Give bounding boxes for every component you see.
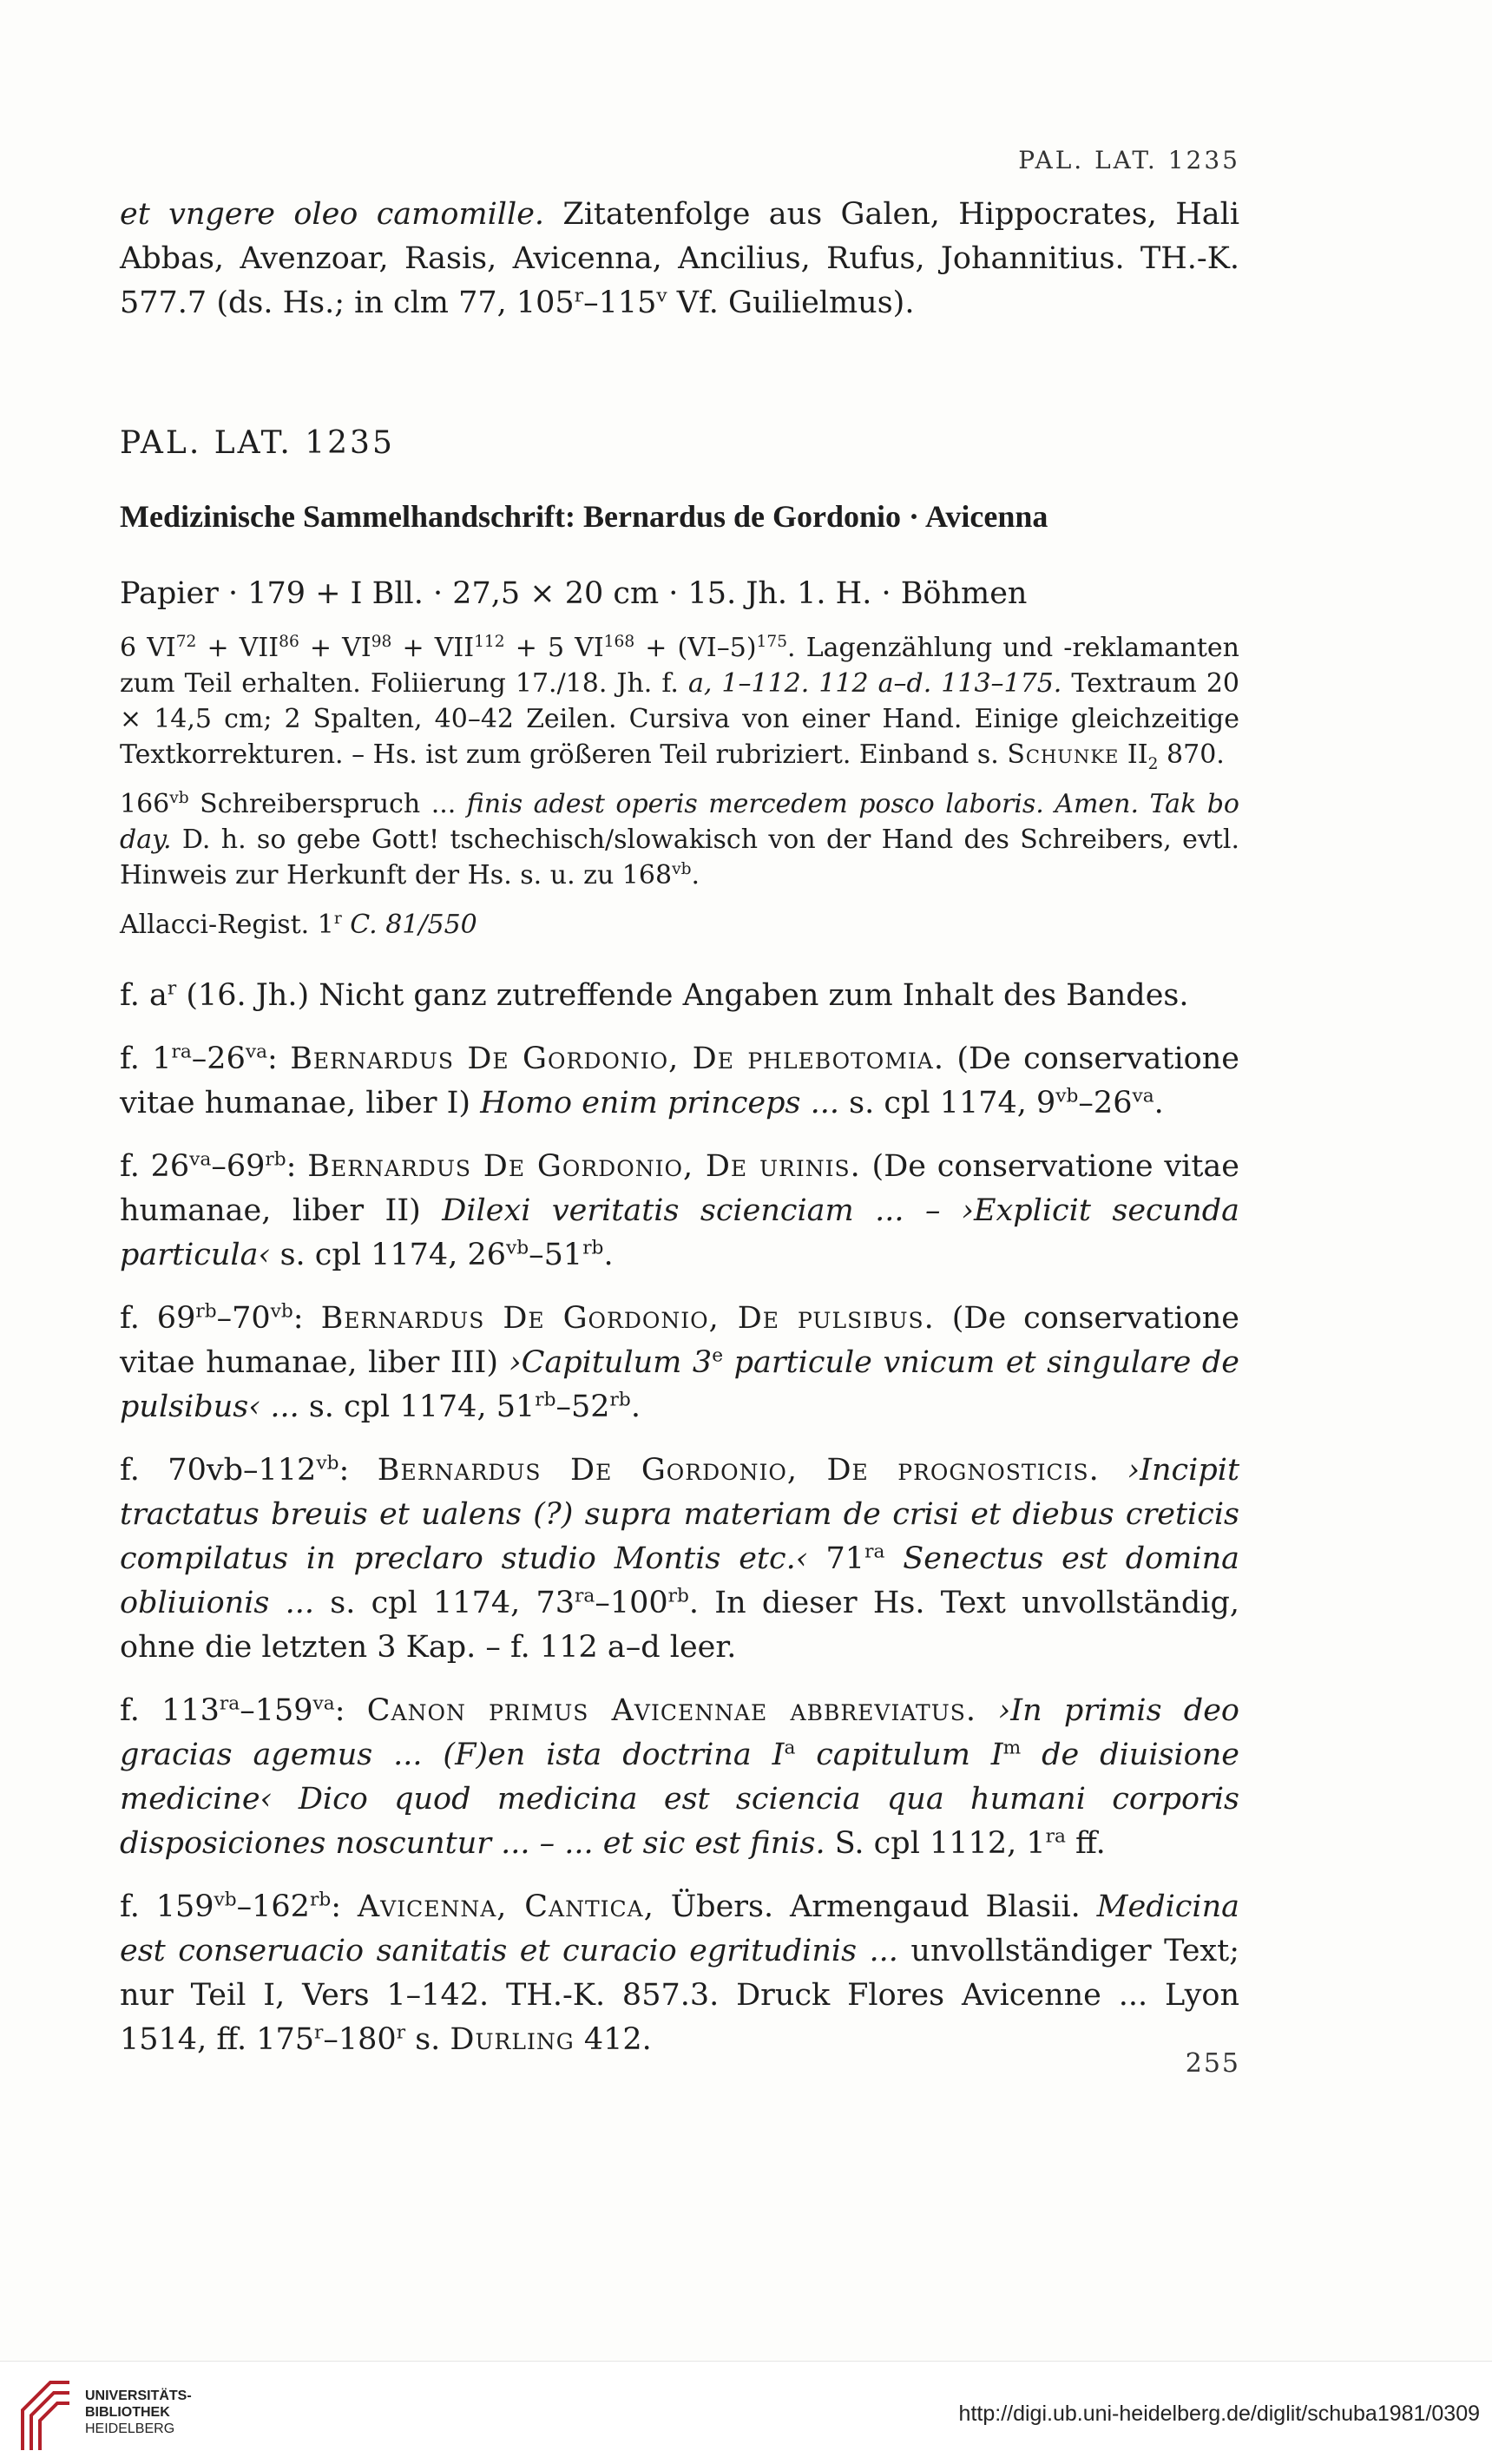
entry-text: –51 bbox=[529, 1238, 583, 1272]
entry-2 bbox=[120, 1037, 1239, 1126]
intro-sup-r: r bbox=[574, 285, 584, 307]
permalink-url[interactable]: http://digi.ub.uni-heidelberg.de/diglit/schuba1981/0309 bbox=[958, 2402, 1480, 2426]
entry-sup: va bbox=[312, 1692, 335, 1715]
entry-text: 412. bbox=[574, 2022, 652, 2057]
entry-text: unvollständiger Text; nur Teil I, Vers 1–142. TH.-K. 857.3. Druck Flores Avicenne ... Lyon 1514, ff. 175 bbox=[120, 1934, 1240, 2057]
collation-sup: 112 bbox=[474, 633, 505, 651]
entry-text: (De conservatione vitae humanae, liber I) bbox=[120, 1041, 1239, 1120]
scribe-quote: finis adest operis mercedem posco laboris. Amen. Tak bo day. bbox=[120, 789, 1239, 855]
collation-text: Textraum 20 × 14,5 cm; 2 Spalten, 40–42 Zeilen. Cursiva von einer Hand. Einige gleichzeitige Textkorrekturen. – Hs. ist zum größeren Teil rubriziert. Einband s. bbox=[120, 668, 1240, 770]
collation-text: + VI bbox=[299, 633, 371, 663]
entry-text: f. 113 bbox=[120, 1693, 220, 1728]
allacci-text: Allacci-Regist. 1 bbox=[120, 910, 334, 940]
entry-text: –180 bbox=[323, 2022, 397, 2057]
entry-work-title: Avicenna, Cantica, bbox=[357, 1889, 654, 1924]
entry-text: f. 1 bbox=[120, 1041, 172, 1076]
logo-line: BIBLIOTHEK bbox=[85, 2405, 170, 2420]
foliation-italic: a, 1–112. 112 a–d. 113–175. bbox=[678, 668, 1062, 699]
entry-sup: e bbox=[712, 1344, 724, 1367]
entry-text: : bbox=[334, 1693, 367, 1728]
entry-sup: rb bbox=[667, 1585, 689, 1607]
entry-sup: va bbox=[245, 1041, 268, 1063]
entry-text: ff. bbox=[1065, 1826, 1106, 1861]
entry-text: : bbox=[292, 1301, 321, 1336]
physical-description: Papier · 179 + I Bll. · 27,5 × 20 cm · 15. Jh. 1. H. · Böhmen bbox=[120, 576, 1028, 611]
entry-text: f. a bbox=[120, 978, 168, 1013]
entry-text: . bbox=[630, 1390, 641, 1424]
entry-text: s. cpl 1174, 26 bbox=[270, 1238, 506, 1272]
logo-line: UNIVERSITÄTS- bbox=[85, 2388, 192, 2403]
collation-paragraph bbox=[120, 630, 1239, 772]
entry-text: : bbox=[267, 1041, 291, 1076]
allacci-paragraph bbox=[120, 907, 1239, 943]
entry-text: s. cpl 1174, 51 bbox=[299, 1390, 536, 1424]
author-smallcaps: Schunke bbox=[1007, 739, 1120, 770]
entry-work-title: Bernardus De Gordonio, De prognosticis. bbox=[377, 1453, 1100, 1488]
entry-3 bbox=[120, 1145, 1239, 1278]
entry-text: f. 159 bbox=[120, 1889, 214, 1924]
entry-text: s. bbox=[405, 2022, 450, 2057]
entry-incipit: Medicina est conseruacio sanitatis et curacio egritudinis ... bbox=[120, 1889, 1239, 1968]
entry-work-title: Bernardus De Gordonio, De pulsibus. bbox=[320, 1301, 935, 1336]
collation-text: . Lagenzählung und -reklamanten zum Teil erhalten. Foliierung 17./18. Jh. f. bbox=[120, 633, 1239, 699]
entry-text: S. cpl 1112, 1 bbox=[825, 1826, 1046, 1861]
entry-text: s. cpl 1174, 9 bbox=[839, 1086, 1056, 1120]
intro-range: –115 bbox=[583, 286, 657, 320]
entry-text: –162 bbox=[236, 1889, 310, 1924]
entry-incipit: ›Incipit tractatus breuis et ualens (?) supra materiam de crisi et diebus creticis compilatus in preclaro studio Montis etc.‹ bbox=[120, 1453, 1240, 1576]
entry-sup: vb bbox=[316, 1452, 339, 1475]
entry-sup: vb bbox=[214, 1889, 237, 1911]
collation-sup: 175 bbox=[756, 633, 788, 651]
entry-incipit: Senectus est domina obliuionis ... bbox=[120, 1541, 1239, 1620]
running-head: PAL. LAT. 1235 bbox=[1018, 146, 1240, 174]
library-logo-icon bbox=[16, 2375, 73, 2454]
entry-sup: vb bbox=[506, 1237, 529, 1259]
collation-sup: 86 bbox=[279, 633, 299, 651]
entry-sup: m bbox=[1002, 1737, 1022, 1759]
entry-text: : bbox=[331, 1889, 358, 1924]
entry-incipit: ›In primis deo gracias agemus ... (F)en ista doctrina I bbox=[120, 1693, 1239, 1772]
collation-text: II bbox=[1119, 739, 1148, 770]
entry-text: –52 bbox=[555, 1390, 610, 1424]
entry-sup: va bbox=[189, 1148, 212, 1171]
intro-sup-v: v bbox=[656, 285, 667, 307]
collation-text: + (VI–5) bbox=[634, 633, 757, 663]
entry-sup: r bbox=[167, 977, 177, 1000]
entry-sup: rb bbox=[309, 1889, 332, 1911]
entry-5 bbox=[120, 1449, 1239, 1670]
entry-sup: rb bbox=[535, 1389, 556, 1411]
entry-text: –26 bbox=[191, 1041, 246, 1076]
scribe-text: 166 bbox=[120, 789, 170, 819]
page-number: 255 bbox=[1185, 2048, 1240, 2079]
collation-sup: 168 bbox=[603, 633, 635, 651]
entry-work-title: Canon primus Avicennae abbreviatus. bbox=[366, 1693, 977, 1728]
intro-tail: Vf. Guilielmus). bbox=[667, 286, 915, 320]
scribe-text: Schreiberspruch ... bbox=[188, 789, 467, 819]
content-entries bbox=[120, 974, 1239, 2062]
entry-text: –26 bbox=[1078, 1086, 1133, 1120]
scribe-sup: vb bbox=[169, 789, 189, 807]
entry-text: f. 70vb–112 bbox=[120, 1453, 317, 1488]
intro-italic: et vngere oleo camomille. bbox=[120, 197, 545, 232]
entry-incipit: Homo enim princeps ... bbox=[480, 1086, 840, 1120]
entry-text: : bbox=[338, 1453, 378, 1488]
viewer-footer bbox=[0, 2361, 1492, 2464]
entry-sup: ra bbox=[171, 1041, 192, 1063]
entry-sup: r bbox=[314, 2021, 324, 2044]
entry-sup: a bbox=[784, 1737, 796, 1759]
entry-text: –70 bbox=[216, 1301, 271, 1336]
scribe-text: . bbox=[691, 860, 700, 890]
entry-text: . bbox=[1154, 1086, 1164, 1120]
allacci-italic: C. 81/550 bbox=[341, 910, 477, 940]
entry-text: (16. Jh.) Nicht ganz zutreffende Angaben zum Inhalt des Bandes. bbox=[176, 978, 1189, 1013]
entry-7 bbox=[120, 1885, 1239, 2062]
entry-4 bbox=[120, 1297, 1239, 1429]
entry-text: 71 bbox=[807, 1541, 865, 1576]
collation-text: 6 VI bbox=[120, 633, 176, 663]
entry-text: f. 26 bbox=[120, 1149, 190, 1184]
codicology-block bbox=[120, 630, 1239, 943]
entry-sup: r bbox=[396, 2021, 406, 2044]
collation-text: + VII bbox=[196, 633, 279, 663]
page-content bbox=[120, 193, 1239, 2081]
entry-text: –159 bbox=[240, 1693, 313, 1728]
collation-text: + 5 VI bbox=[504, 633, 604, 663]
collation-text: + VII bbox=[391, 633, 475, 663]
scribe-sup: vb bbox=[672, 860, 692, 878]
entry-6 bbox=[120, 1689, 1239, 1866]
entry-incipit: particule vnicum et singulare de pulsibus‹ ... bbox=[120, 1345, 1239, 1424]
entry-sup: ra bbox=[575, 1585, 595, 1607]
manuscript-title: Medizinische Sammelhandschrift: Bernardus de Gordonio · Avicenna bbox=[120, 499, 1048, 534]
entry-work-title: Bernardus De Gordonio, De phlebotomia. bbox=[290, 1041, 944, 1076]
entry-text: (De conservatione vitae humanae, liber II) bbox=[120, 1149, 1239, 1228]
entry-text: –69 bbox=[211, 1149, 266, 1184]
entry-sup: rb bbox=[609, 1389, 631, 1411]
section-heading: PAL. LAT. 1235 bbox=[120, 425, 395, 461]
entry-incipit: ›Capitulum 3 bbox=[509, 1345, 713, 1380]
scribe-paragraph bbox=[120, 786, 1239, 893]
entry-text: . bbox=[603, 1238, 614, 1272]
entry-text: . In dieser Hs. Text unvollständig, ohne die letzten 3 Kap. – f. 112 a–d leer. bbox=[120, 1586, 1239, 1665]
entry-sup: ra bbox=[864, 1541, 885, 1563]
collation-text: 870. bbox=[1158, 739, 1225, 770]
entry-text: (De conservatione vitae humanae, liber III) bbox=[120, 1301, 1239, 1380]
entry-sup: ra bbox=[1045, 1825, 1066, 1848]
entry-sup: vb bbox=[1055, 1085, 1079, 1107]
entry-incipit: de diuisione medicine‹ Dico quod medicina est sciencia qua humani corporis disposiciones noscuntur ... – ... et sic est finis. bbox=[120, 1738, 1239, 1861]
entry-sup: rb bbox=[195, 1300, 217, 1323]
entry-sup: vb bbox=[270, 1300, 293, 1323]
collation-sup: 98 bbox=[371, 633, 392, 651]
entry-sup: rb bbox=[582, 1237, 604, 1259]
entry-text: s. cpl 1174, 73 bbox=[314, 1586, 575, 1620]
entry-text: : bbox=[286, 1149, 308, 1184]
entry-work-title: Bernardus De Gordonio, De urinis. bbox=[307, 1149, 861, 1184]
entry-sup: ra bbox=[219, 1692, 240, 1715]
entry-text: f. 69 bbox=[120, 1301, 196, 1336]
allacci-sup: r bbox=[333, 910, 342, 928]
intro-text: Zitatenfolge aus Galen, Hippocrates, Hali Abbas, Avenzoar, Rasis, Avicenna, Ancilius, Rufus, Johannitius. TH.-K. 577.7 (ds. Hs.; in clm 77, 105 bbox=[120, 197, 1240, 320]
collation-sup: 72 bbox=[175, 633, 197, 651]
entry-text: Übers. Armengaud Blasii. bbox=[654, 1889, 1097, 1924]
entry-sup: va bbox=[1132, 1085, 1154, 1107]
entry-author-smallcaps: Durling bbox=[450, 2022, 575, 2057]
entry-incipit: Dilexi veritatis scienciam ... – ›Explicit secunda particula‹ bbox=[120, 1193, 1239, 1272]
entry-incipit: capitulum I bbox=[795, 1738, 1003, 1772]
logo-line: HEIDELBERG bbox=[85, 2421, 175, 2436]
intro-paragraph bbox=[120, 193, 1239, 325]
library-logo-text bbox=[85, 2388, 192, 2437]
entry-1 bbox=[120, 974, 1239, 1018]
scribe-text: D. h. so gebe Gott! tschechisch/slowakisch von der Hand des Schreibers, evtl. Hinweis zur Herkunft der Hs. s. u. zu 168 bbox=[120, 825, 1239, 890]
entry-text: –100 bbox=[595, 1586, 668, 1620]
entry-sup: rb bbox=[265, 1148, 286, 1171]
collation-sub: 2 bbox=[1147, 755, 1159, 773]
